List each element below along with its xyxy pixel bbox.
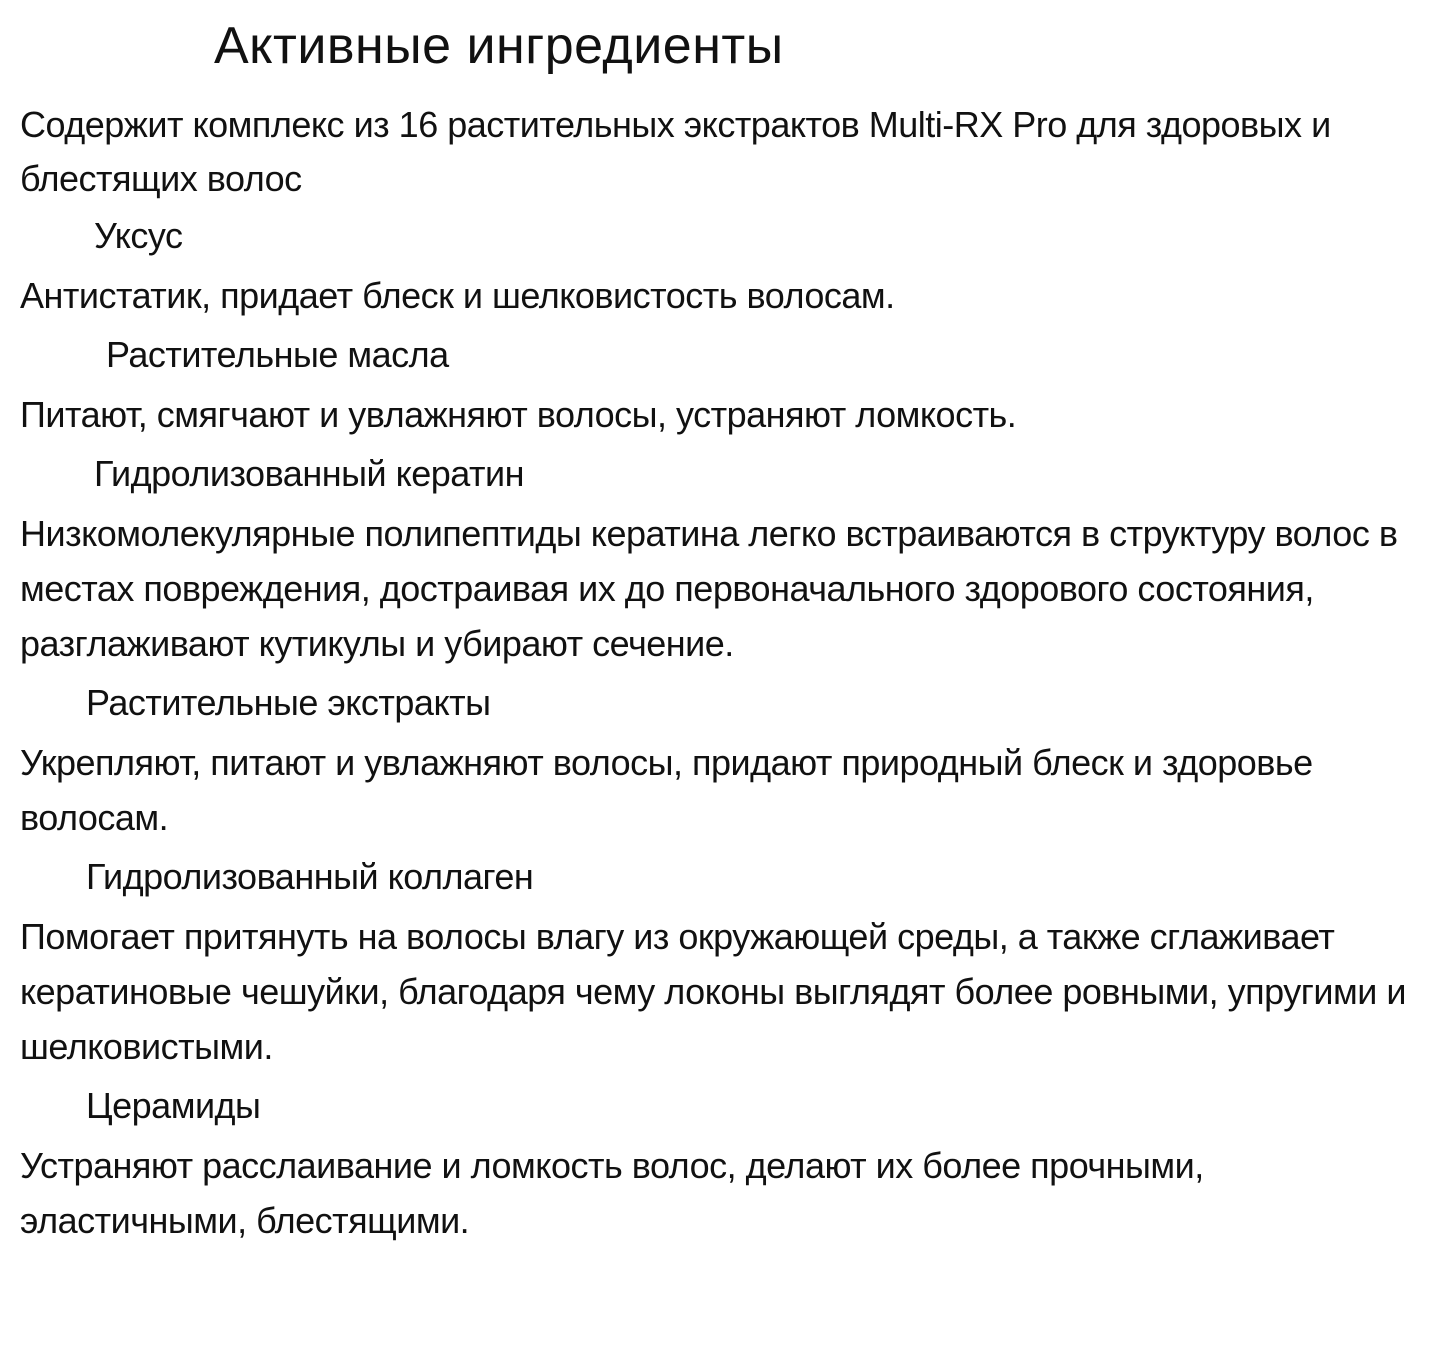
ingredient-list bbox=[20, 206, 1420, 1250]
ingredient-item bbox=[20, 206, 1420, 325]
ingredient-description: Устраняют расслаивание и ломкость волос, делают их более прочными, эластичными, блестящими. bbox=[20, 1145, 1204, 1241]
ingredient-description: Укрепляют, питают и увлажняют волосы, придают природный блеск и здоровье волосам. bbox=[20, 742, 1313, 838]
ingredient-item bbox=[20, 444, 1420, 673]
ingredient-description: Питают, смягчают и увлажняют волосы, устраняют ломкость. bbox=[20, 394, 1017, 435]
ingredient-name: Уксус bbox=[94, 215, 183, 256]
page-title: Активные ингредиенты bbox=[214, 17, 784, 75]
intro-paragraph: Содержит комплекс из 16 растительных экстрактов Multi-RX Pro для здоровых и блестящих волос bbox=[20, 104, 1331, 199]
ingredient-name: Гидролизованный коллаген bbox=[86, 856, 534, 897]
ingredient-item bbox=[20, 673, 1420, 847]
ingredient-name: Растительные экстракты bbox=[86, 682, 491, 723]
ingredient-description: Низкомолекулярные полипептиды кератина легко встраиваются в структуру волос в местах повреждения, достраивая их до первоначального здорового состояния, разглаживают кутикулы и убирают сечение. bbox=[20, 513, 1398, 664]
ingredient-item bbox=[20, 847, 1420, 1076]
ingredient-name: Растительные масла bbox=[106, 334, 449, 375]
ingredient-item bbox=[20, 1076, 1420, 1250]
ingredient-name: Церамиды bbox=[86, 1085, 261, 1126]
ingredient-description: Антистатик, придает блеск и шелковистость волосам. bbox=[20, 275, 895, 316]
ingredient-item bbox=[20, 325, 1420, 444]
ingredient-description: Помогает притянуть на волосы влагу из окружающей среды, а также сглаживает кератиновые чешуйки, благодаря чему локоны выглядят более ровными, упругими и шелковистыми. bbox=[20, 916, 1406, 1067]
ingredient-name: Гидролизованный кератин bbox=[94, 453, 524, 494]
